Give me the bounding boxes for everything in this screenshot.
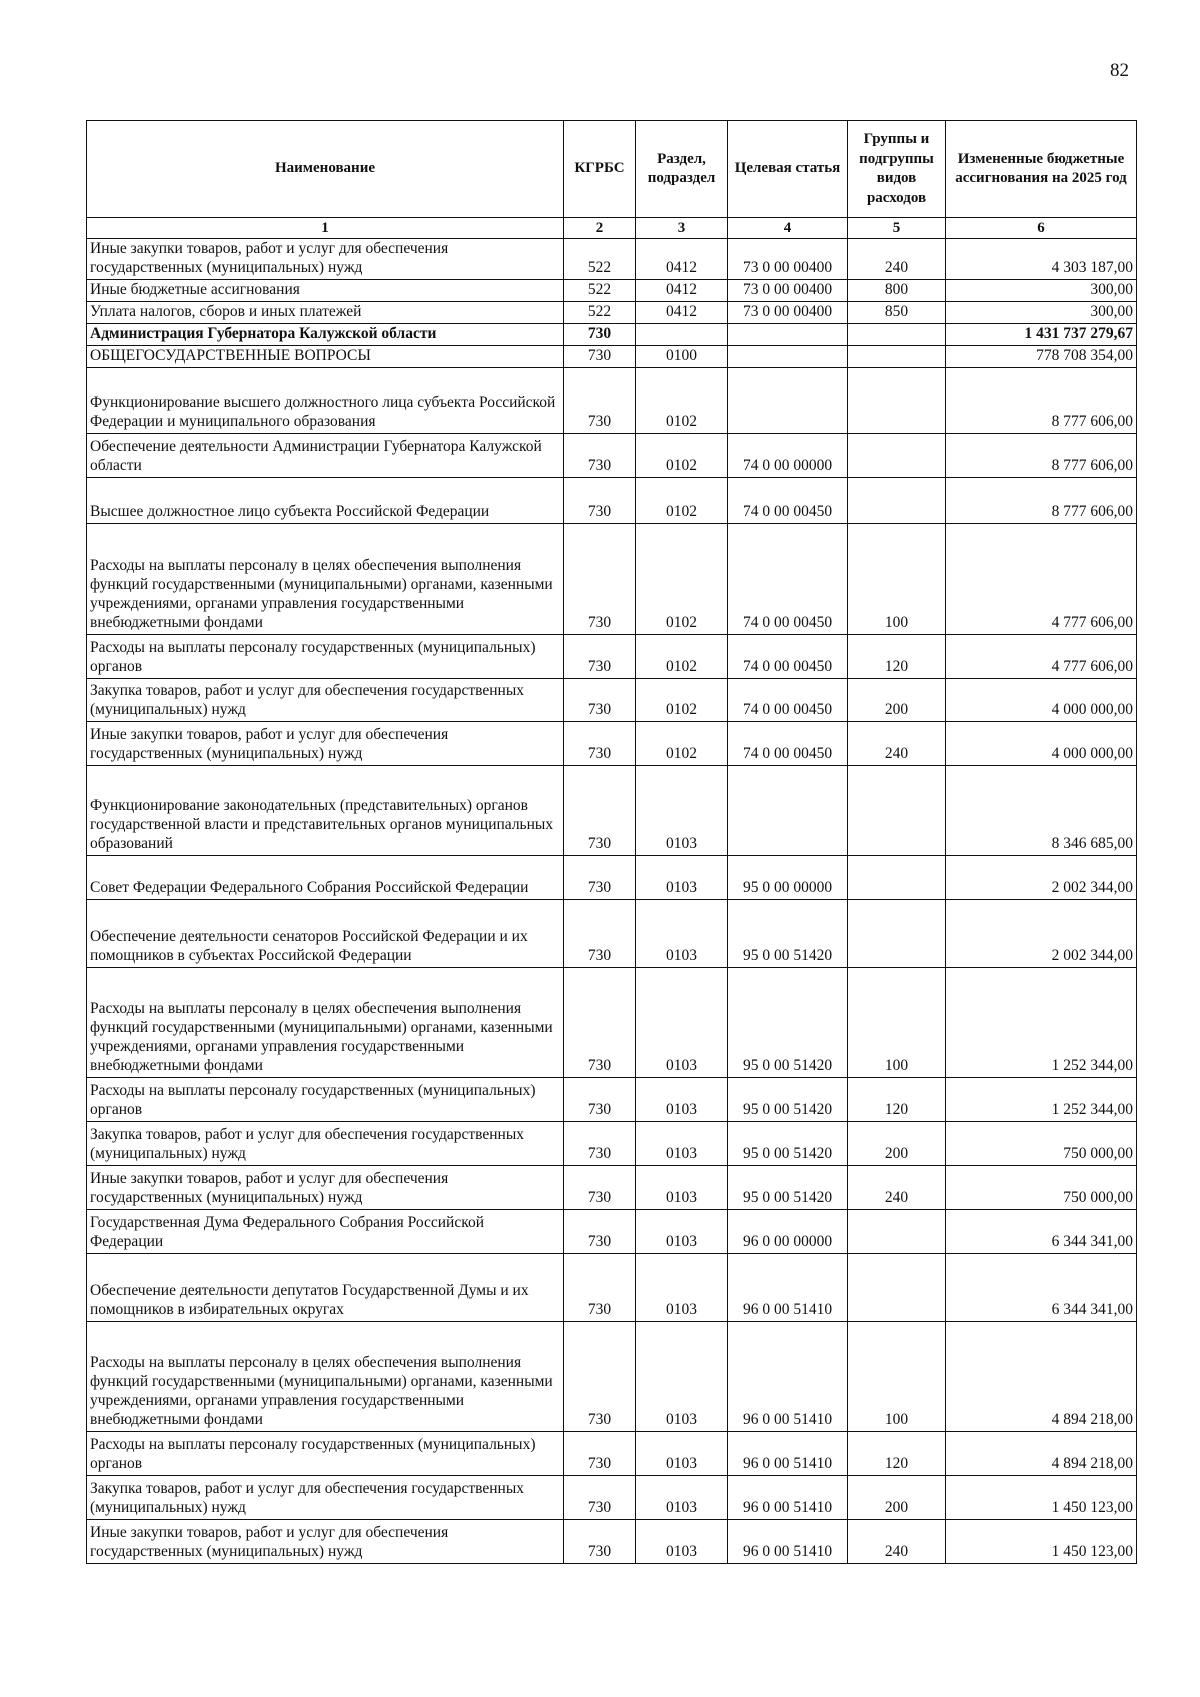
table-row: [87, 345, 1137, 367]
cell-name: Расходы на выплаты персоналу в целях обеспечения выполнения функций государственными (муниципальными) органами, казенными учреждениями, органами управления государственными внебюджетными фондами: [87, 523, 564, 634]
table-row: [87, 855, 1137, 899]
cell-name: Иные закупки товаров, работ и услуг для обеспечения государственных (муниципальных) нужд: [87, 239, 564, 280]
cell-kgrbs: 730: [564, 367, 636, 433]
table-row: [87, 1165, 1137, 1209]
cell-section: 0102: [636, 523, 728, 634]
cell-kgrbs: 522: [564, 302, 636, 324]
page-number: 82: [1110, 60, 1129, 81]
cell-target: 95 0 00 51420: [728, 1077, 848, 1121]
table-row: [87, 523, 1137, 634]
cell-amount: 4 777 606,00: [946, 634, 1137, 678]
cell-group: [848, 477, 946, 523]
column-number: 2: [564, 218, 636, 239]
cell-amount: 750 000,00: [946, 1165, 1137, 1209]
cell-section: 0412: [636, 239, 728, 280]
cell-amount: 1 431 737 279,67: [946, 323, 1137, 345]
cell-target: 73 0 00 00400: [728, 239, 848, 280]
cell-section: 0103: [636, 1077, 728, 1121]
table-row: [87, 1209, 1137, 1253]
cell-kgrbs: 730: [564, 1253, 636, 1321]
column-number: 4: [728, 218, 848, 239]
cell-section: 0102: [636, 634, 728, 678]
cell-amount: 750 000,00: [946, 1121, 1137, 1165]
cell-target: [728, 367, 848, 433]
cell-group: [848, 855, 946, 899]
cell-section: 0103: [636, 855, 728, 899]
cell-group: [848, 345, 946, 367]
cell-kgrbs: 730: [564, 899, 636, 967]
cell-amount: 8 777 606,00: [946, 433, 1137, 477]
cell-group: [848, 765, 946, 855]
cell-kgrbs: 730: [564, 1121, 636, 1165]
cell-section: [636, 323, 728, 345]
cell-target: 73 0 00 00400: [728, 280, 848, 302]
cell-section: 0103: [636, 765, 728, 855]
cell-amount: 8 777 606,00: [946, 477, 1137, 523]
cell-target: 96 0 00 51410: [728, 1321, 848, 1431]
table-row: [87, 367, 1137, 433]
cell-section: 0102: [636, 678, 728, 721]
cell-target: 74 0 00 00000: [728, 433, 848, 477]
cell-name: Уплата налогов, сборов и иных платежей: [87, 302, 564, 324]
column-number: 6: [946, 218, 1137, 239]
cell-section: 0103: [636, 1253, 728, 1321]
cell-amount: 4 000 000,00: [946, 678, 1137, 721]
cell-kgrbs: 730: [564, 967, 636, 1077]
cell-name: ОБЩЕГОСУДАРСТВЕННЫЕ ВОПРОСЫ: [87, 345, 564, 367]
cell-kgrbs: 730: [564, 345, 636, 367]
cell-target: 96 0 00 51410: [728, 1431, 848, 1475]
cell-amount: 6 344 341,00: [946, 1209, 1137, 1253]
cell-amount: 778 708 354,00: [946, 345, 1137, 367]
cell-amount: 8 346 685,00: [946, 765, 1137, 855]
cell-target: 73 0 00 00400: [728, 302, 848, 324]
table-row: [87, 899, 1137, 967]
cell-target: 74 0 00 00450: [728, 721, 848, 765]
cell-target: 95 0 00 51420: [728, 1121, 848, 1165]
cell-kgrbs: 730: [564, 765, 636, 855]
cell-amount: 2 002 344,00: [946, 899, 1137, 967]
cell-kgrbs: 730: [564, 1209, 636, 1253]
cell-target: 95 0 00 51420: [728, 1165, 848, 1209]
cell-section: 0100: [636, 345, 728, 367]
cell-section: 0103: [636, 1431, 728, 1475]
cell-section: 0412: [636, 280, 728, 302]
cell-target: 96 0 00 51410: [728, 1475, 848, 1519]
header-name: Наименование: [87, 121, 564, 218]
cell-group: 100: [848, 967, 946, 1077]
cell-kgrbs: 730: [564, 477, 636, 523]
cell-name: Высшее должностное лицо субъекта Российской Федерации: [87, 477, 564, 523]
cell-target: 74 0 00 00450: [728, 634, 848, 678]
cell-target: 74 0 00 00450: [728, 477, 848, 523]
cell-kgrbs: 730: [564, 1077, 636, 1121]
cell-target: 95 0 00 51420: [728, 899, 848, 967]
cell-amount: 4 000 000,00: [946, 721, 1137, 765]
cell-amount: 4 894 218,00: [946, 1431, 1137, 1475]
header-target: Целевая статья: [728, 121, 848, 218]
cell-group: [848, 899, 946, 967]
cell-amount: 1 252 344,00: [946, 967, 1137, 1077]
table-row: [87, 1253, 1137, 1321]
cell-name: Закупка товаров, работ и услуг для обеспечения государственных (муниципальных) нужд: [87, 1475, 564, 1519]
cell-name: Иные бюджетные ассигнования: [87, 280, 564, 302]
header-kgrbs: КГРБС: [564, 121, 636, 218]
cell-target: 95 0 00 00000: [728, 855, 848, 899]
cell-target: 95 0 00 51420: [728, 967, 848, 1077]
cell-section: 0102: [636, 477, 728, 523]
column-number: 1: [87, 218, 564, 239]
cell-amount: 4 894 218,00: [946, 1321, 1137, 1431]
cell-name: Закупка товаров, работ и услуг для обеспечения государственных (муниципальных) нужд: [87, 678, 564, 721]
cell-group: 800: [848, 280, 946, 302]
budget-table: [86, 120, 1137, 1564]
cell-kgrbs: 730: [564, 1519, 636, 1563]
cell-section: 0103: [636, 1519, 728, 1563]
cell-group: 100: [848, 523, 946, 634]
cell-kgrbs: 522: [564, 239, 636, 280]
cell-name: Расходы на выплаты персоналу государственных (муниципальных) органов: [87, 1077, 564, 1121]
cell-kgrbs: 730: [564, 433, 636, 477]
cell-section: 0102: [636, 433, 728, 477]
cell-section: 0103: [636, 1121, 728, 1165]
cell-target: 74 0 00 00450: [728, 523, 848, 634]
cell-amount: 8 777 606,00: [946, 367, 1137, 433]
cell-group: 120: [848, 1077, 946, 1121]
cell-section: 0103: [636, 899, 728, 967]
table-row: [87, 678, 1137, 721]
cell-name: Иные закупки товаров, работ и услуг для обеспечения государственных (муниципальных) нужд: [87, 1519, 564, 1563]
cell-name: Иные закупки товаров, работ и услуг для обеспечения государственных (муниципальных) нужд: [87, 721, 564, 765]
table-row: [87, 1321, 1137, 1431]
cell-group: 850: [848, 302, 946, 324]
cell-group: 200: [848, 678, 946, 721]
cell-target: 96 0 00 51410: [728, 1519, 848, 1563]
cell-kgrbs: 730: [564, 1431, 636, 1475]
column-number-row: [87, 218, 1137, 239]
cell-amount: 2 002 344,00: [946, 855, 1137, 899]
header-row: [87, 121, 1137, 218]
table-row: [87, 302, 1137, 324]
cell-name: Государственная Дума Федерального Собрания Российской Федерации: [87, 1209, 564, 1253]
cell-group: 240: [848, 1519, 946, 1563]
cell-section: 0103: [636, 1209, 728, 1253]
cell-kgrbs: 522: [564, 280, 636, 302]
cell-target: 96 0 00 51410: [728, 1253, 848, 1321]
cell-amount: 300,00: [946, 302, 1137, 324]
cell-group: 100: [848, 1321, 946, 1431]
cell-name: Иные закупки товаров, работ и услуг для обеспечения государственных (муниципальных) нужд: [87, 1165, 564, 1209]
table-row: [87, 433, 1137, 477]
cell-group: [848, 1209, 946, 1253]
cell-name: Расходы на выплаты персоналу государственных (муниципальных) органов: [87, 634, 564, 678]
table-row: [87, 1475, 1137, 1519]
cell-amount: 1 450 123,00: [946, 1519, 1137, 1563]
cell-kgrbs: 730: [564, 323, 636, 345]
cell-group: [848, 1253, 946, 1321]
cell-section: 0103: [636, 1475, 728, 1519]
cell-group: 120: [848, 1431, 946, 1475]
cell-section: 0102: [636, 367, 728, 433]
header-section: Раздел, подраздел: [636, 121, 728, 218]
table-row: [87, 477, 1137, 523]
cell-kgrbs: 730: [564, 634, 636, 678]
cell-group: 200: [848, 1121, 946, 1165]
cell-name: Совет Федерации Федерального Собрания Российской Федерации: [87, 855, 564, 899]
cell-group: 240: [848, 721, 946, 765]
cell-target: 74 0 00 00450: [728, 678, 848, 721]
table-row: [87, 280, 1137, 302]
cell-name: Обеспечение деятельности сенаторов Российской Федерации и их помощников в субъектах Российской Федерации: [87, 899, 564, 967]
cell-amount: 4 303 187,00: [946, 239, 1137, 280]
cell-target: [728, 345, 848, 367]
cell-group: [848, 323, 946, 345]
cell-kgrbs: 730: [564, 678, 636, 721]
cell-name: Администрация Губернатора Калужской области: [87, 323, 564, 345]
cell-group: [848, 433, 946, 477]
cell-group: 240: [848, 1165, 946, 1209]
cell-amount: 4 777 606,00: [946, 523, 1137, 634]
cell-name: Функционирование законодательных (представительных) органов государственной власти и представительных органов муниципальных образований: [87, 765, 564, 855]
cell-kgrbs: 730: [564, 1165, 636, 1209]
cell-name: Расходы на выплаты персоналу в целях обеспечения выполнения функций государственными (муниципальными) органами, казенными учреждениями, органами управления государственными внебюджетными фондами: [87, 967, 564, 1077]
table-row: [87, 1431, 1137, 1475]
table-row: [87, 721, 1137, 765]
table-row: [87, 1077, 1137, 1121]
cell-target: [728, 323, 848, 345]
table-row: [87, 1121, 1137, 1165]
cell-group: 240: [848, 239, 946, 280]
cell-group: 200: [848, 1475, 946, 1519]
cell-name: Расходы на выплаты персоналу в целях обеспечения выполнения функций государственными (муниципальными) органами, казенными учреждениями, органами управления государственными внебюджетными фондами: [87, 1321, 564, 1431]
cell-amount: 300,00: [946, 280, 1137, 302]
table-row: [87, 634, 1137, 678]
table-row: [87, 239, 1137, 280]
cell-name: Обеспечение деятельности депутатов Государственной Думы и их помощников в избирательных округах: [87, 1253, 564, 1321]
cell-amount: 1 450 123,00: [946, 1475, 1137, 1519]
cell-section: 0102: [636, 721, 728, 765]
column-number: 5: [848, 218, 946, 239]
table-row: [87, 323, 1137, 345]
cell-kgrbs: 730: [564, 523, 636, 634]
cell-name: Закупка товаров, работ и услуг для обеспечения государственных (муниципальных) нужд: [87, 1121, 564, 1165]
cell-target: 96 0 00 00000: [728, 1209, 848, 1253]
cell-kgrbs: 730: [564, 1475, 636, 1519]
cell-name: Функционирование высшего должностного лица субъекта Российской Федерации и муниципального образования: [87, 367, 564, 433]
cell-group: 120: [848, 634, 946, 678]
cell-section: 0103: [636, 1165, 728, 1209]
table-row: [87, 967, 1137, 1077]
table-row: [87, 1519, 1137, 1563]
cell-kgrbs: 730: [564, 855, 636, 899]
cell-section: 0103: [636, 1321, 728, 1431]
cell-kgrbs: 730: [564, 1321, 636, 1431]
header-group: Группы и подгруппы видов расходов: [848, 121, 946, 218]
cell-name: Расходы на выплаты персоналу государственных (муниципальных) органов: [87, 1431, 564, 1475]
cell-section: 0412: [636, 302, 728, 324]
cell-amount: 1 252 344,00: [946, 1077, 1137, 1121]
header-amount: Измененные бюджетные ассигнования на 2025 год: [946, 121, 1137, 218]
cell-target: [728, 765, 848, 855]
cell-amount: 6 344 341,00: [946, 1253, 1137, 1321]
cell-group: [848, 367, 946, 433]
cell-section: 0103: [636, 967, 728, 1077]
column-number: 3: [636, 218, 728, 239]
cell-name: Обеспечение деятельности Администрации Губернатора Калужской области: [87, 433, 564, 477]
cell-kgrbs: 730: [564, 721, 636, 765]
table-row: [87, 765, 1137, 855]
